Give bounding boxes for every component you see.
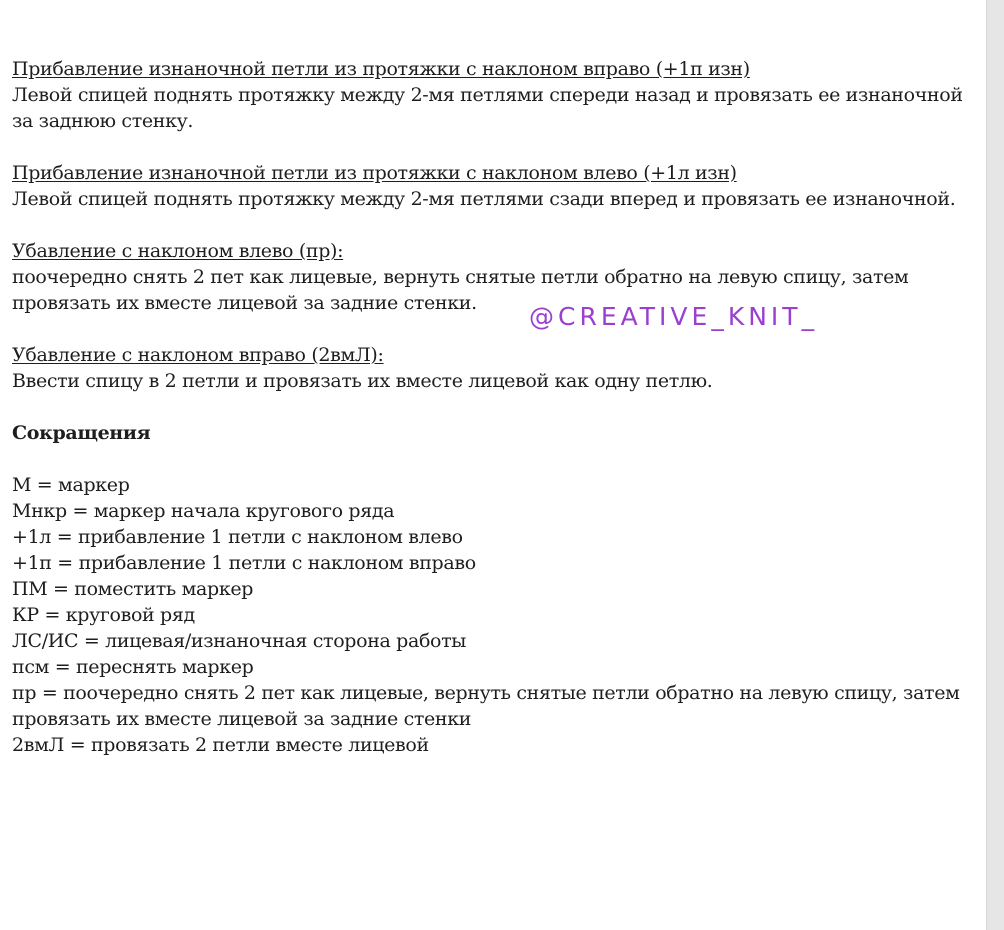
section-body: поочередно снять 2 пет как лицевые, вернуть снятые петли обратно на левую спицу, затем провязать их вместе лицевой за задние стенки. bbox=[12, 266, 909, 314]
abbreviation-item: +1л = прибавление 1 петли с наклоном влево bbox=[12, 526, 463, 548]
section-decrease-left bbox=[12, 238, 977, 316]
document-content bbox=[12, 56, 977, 758]
section-heading: Убавление с наклоном влево (пр): bbox=[12, 240, 344, 262]
section-heading: Прибавление изнаночной петли из протяжки с наклоном влево (+1л изн) bbox=[12, 162, 737, 184]
watermark: @CREATIVE_KNIT_ bbox=[529, 302, 819, 331]
abbreviation-item: ПМ = поместить маркер bbox=[12, 578, 254, 600]
abbreviation-item: пр = поочередно снять 2 пет как лицевые, вернуть снятые петли обратно на левую спицу, затем провязать их вместе лицевой за задние стенки bbox=[12, 682, 960, 730]
section-body: Левой спицей поднять протяжку между 2-мя петлями спереди назад и провязать ее изнаночной за заднюю стенку. bbox=[12, 84, 963, 132]
abbreviation-item: Мнкр = маркер начала кругового ряда bbox=[12, 500, 395, 522]
abbreviation-item: М = маркер bbox=[12, 474, 130, 496]
section-heading: Прибавление изнаночной петли из протяжки с наклоном вправо (+1п изн) bbox=[12, 58, 750, 80]
section-body: Ввести спицу в 2 петли и провязать их вместе лицевой как одну петлю. bbox=[12, 370, 713, 392]
section-body: Левой спицей поднять протяжку между 2-мя петлями сзади вперед и провязать ее изнаночной. bbox=[12, 188, 956, 210]
abbreviation-item: 2вмЛ = провязать 2 петли вместе лицевой bbox=[12, 734, 429, 756]
section-purl-increase-left bbox=[12, 160, 977, 212]
scrollbar-track[interactable] bbox=[986, 0, 1004, 930]
abbreviation-item: псм = переснять маркер bbox=[12, 656, 254, 678]
abbreviations-list bbox=[12, 472, 977, 758]
abbreviation-item: КР = круговой ряд bbox=[12, 604, 195, 626]
abbreviation-item: ЛС/ИС = лицевая/изнаночная сторона работы bbox=[12, 630, 467, 652]
abbreviation-item: +1п = прибавление 1 петли с наклоном вправо bbox=[12, 552, 476, 574]
abbreviations-title: Сокращения bbox=[12, 422, 151, 444]
section-decrease-right bbox=[12, 342, 977, 394]
section-heading: Убавление с наклоном вправо (2вмЛ): bbox=[12, 344, 384, 366]
section-purl-increase-right bbox=[12, 56, 977, 134]
